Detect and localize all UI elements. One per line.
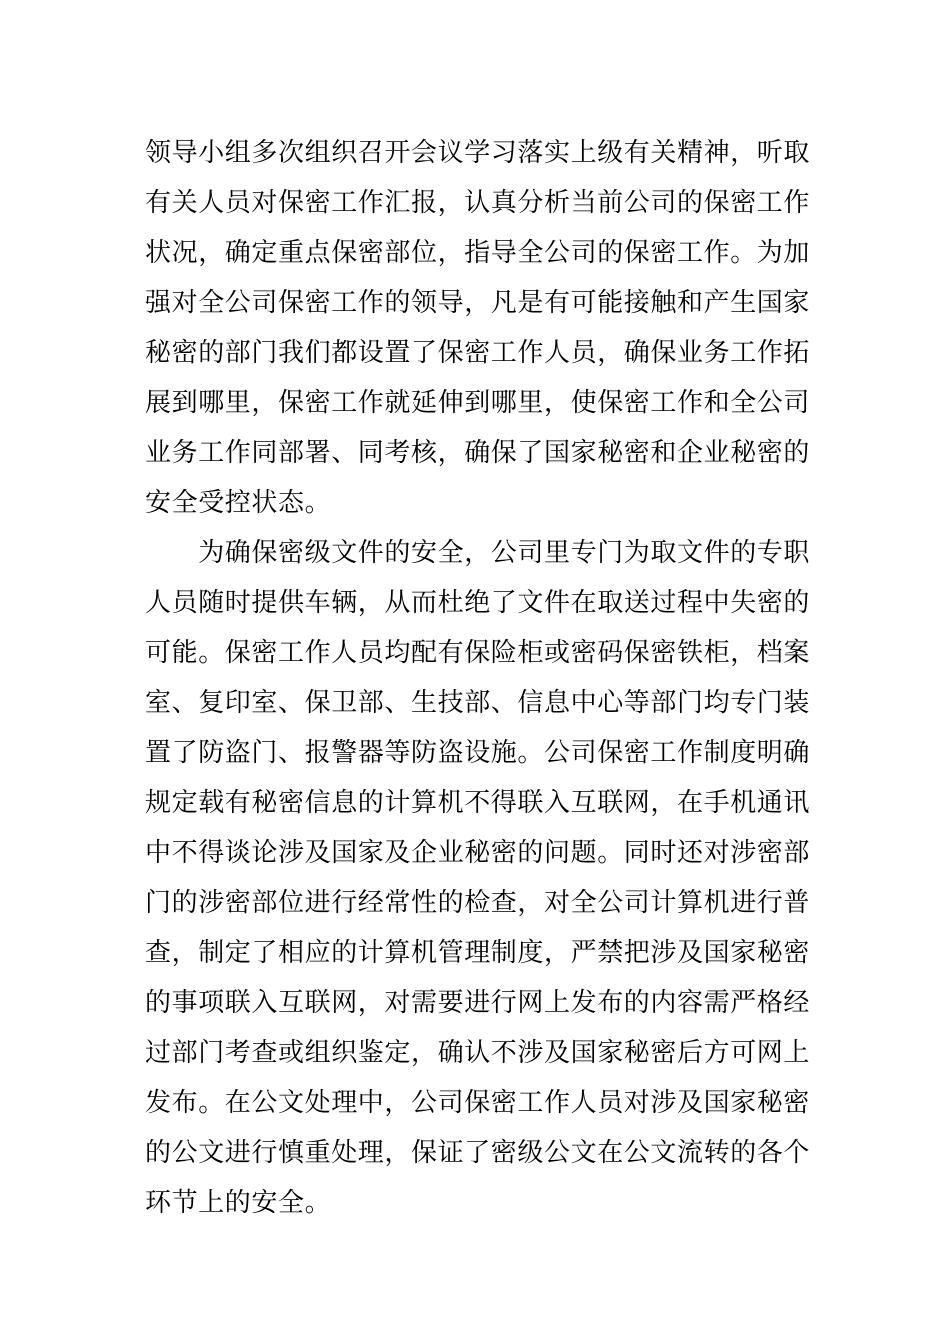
text-line: 领导小组多次组织召开会议学习落实上级有关精神，听取 xyxy=(145,138,811,168)
text-line: 人员随时提供车辆，从而杜绝了文件在取送过程中失密的 xyxy=(145,588,811,618)
text-line: 查，制定了相应的计算机管理制度，严禁把涉及国家秘密 xyxy=(145,938,811,968)
text-line: 安全受控状态。 xyxy=(145,488,332,518)
text-line: 环节上的安全。 xyxy=(145,1188,332,1218)
text-line: 门的涉密部位进行经常性的检查，对全公司计算机进行普 xyxy=(145,888,811,918)
text-line: 过部门考查或组织鉴定，确认不涉及国家秘密后方可网上 xyxy=(145,1038,811,1068)
text-line: 可能。保密工作人员均配有保险柜或密码保密铁柜，档案 xyxy=(145,638,811,668)
text-line: 的事项联入互联网，对需要进行网上发布的内容需严格经 xyxy=(145,988,811,1018)
text-line: 中不得谈论涉及国家及企业秘密的问题。同时还对涉密部 xyxy=(145,838,811,868)
text-line: 强对全公司保密工作的领导，凡是有可能接触和产生国家 xyxy=(145,288,811,318)
text-line: 置了防盗门、报警器等防盗设施。公司保密工作制度明确 xyxy=(145,738,811,768)
text-line: 室、复印室、保卫部、生技部、信息中心等部门均专门装 xyxy=(145,688,811,718)
text-line: 的公文进行慎重处理，保证了密级公文在公文流转的各个 xyxy=(145,1138,811,1168)
text-line: 状况，确定重点保密部位，指导全公司的保密工作。为加 xyxy=(145,238,811,268)
text-line: 业务工作同部署、同考核，确保了国家秘密和企业秘密的 xyxy=(145,438,811,468)
text-line: 有关人员对保密工作汇报，认真分析当前公司的保密工作 xyxy=(145,188,811,218)
paragraph-1 xyxy=(145,128,809,528)
text-line: 秘密的部门我们都设置了保密工作人员，确保业务工作拓 xyxy=(145,338,811,368)
text-line: 发布。在公文处理中，公司保密工作人员对涉及国家秘密 xyxy=(145,1088,811,1118)
text-line: 规定载有秘密信息的计算机不得联入互联网，在手机通讯 xyxy=(145,788,811,818)
text-line: 为确保密级文件的安全，公司里专门为取文件的专职 xyxy=(145,538,811,568)
paragraph-2 xyxy=(145,528,809,1228)
document-body xyxy=(145,128,809,1228)
text-line: 展到哪里，保密工作就延伸到哪里，使保密工作和全公司 xyxy=(145,388,811,418)
